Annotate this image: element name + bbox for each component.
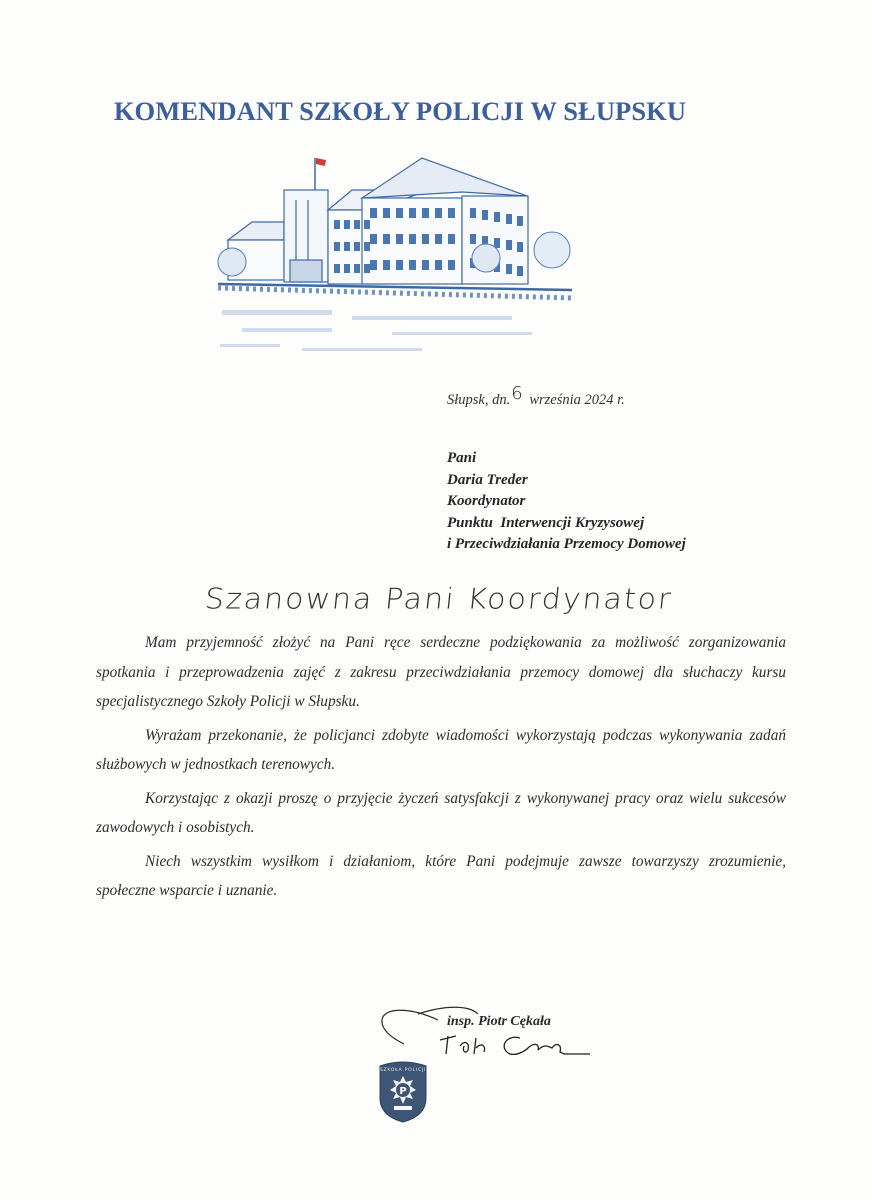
recipient-line: Pani: [447, 450, 477, 466]
recipient-address: [447, 448, 686, 556]
body-paragraph: Mam przyjemność złożyć na Pani ręce serdeczne podziękowania za możliwość zorganizowania spotkania i przeprowadzenia zajęć z zakresu przeciwdziałania przemocy domowej dla słuchaczy kursu specjalistycznego Szkoły Policji w Słupsku.: [96, 634, 786, 710]
body-paragraph: Niech wszystkim wysiłkom i działaniom, które Pani podejmuje zawsze towarzyszy zrozumienie, społeczne wsparcie i uznanie.: [96, 852, 786, 899]
handwritten-salutation: Szanowna Pani Koordynator: [203, 582, 675, 617]
police-school-badge-icon: [374, 1058, 432, 1124]
body-paragraph: Korzystając z okazji proszę o przyjęcie życzeń satysfakcji z wykonywanej pracy oraz wielu sukcesów zawodowych i osobistych.: [96, 789, 786, 836]
signatory-name: insp. Piotr Cękała: [447, 1014, 551, 1029]
date-prefix: Słupsk, dn.: [447, 392, 511, 408]
school-building-illustration: [212, 150, 582, 360]
recipient-line: i Przeciwdziałania Przemocy Domowej: [447, 536, 686, 552]
date-day-handwritten: 6: [511, 383, 523, 404]
recipient-line: Daria Treder: [447, 471, 528, 488]
letter-date: [447, 383, 625, 409]
recipient-line: Punktu Interwencji Kryzysowej: [447, 514, 645, 531]
date-suffix: września 2024 r.: [529, 392, 625, 408]
recipient-line: Koordynator: [447, 493, 526, 509]
letter-body: [96, 628, 786, 910]
badge-letter: P: [399, 1086, 407, 1097]
page-title: KOMENDANT SZKOŁY POLICJI W SŁUPSKU: [113, 96, 687, 126]
badge-text: SZKOŁA POLICJI: [379, 1068, 427, 1073]
body-paragraph: Wyrażam przekonanie, że policjanci zdobyte wiadomości wykorzystają podczas wykonywania zadań służbowych w jednostkach terenowych.: [96, 726, 786, 773]
